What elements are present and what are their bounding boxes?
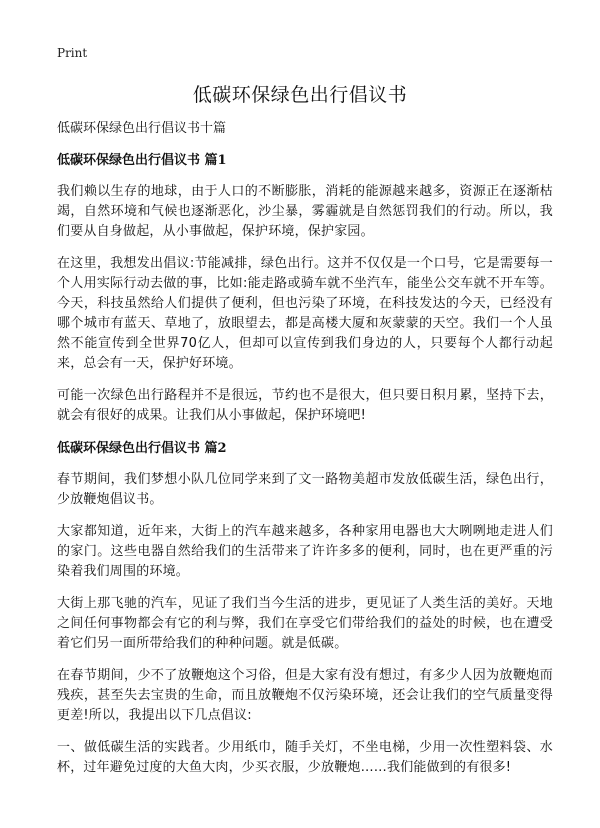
paragraph: 在这里，我想发出倡议:节能减排，绿色出行。这并不仅仅是一个口号，它是需要每一个人用实际行动去做的事，比如:能走路或骑车就不坐汽车，能坐公交车就不开车等。今天，科技虽然给人们提供了便利，但也污染了环境，在科技发达的今天，已经没有哪个城市有蓝天、草地了，放眼望去，都是高楼大厦和灰蒙蒙的天空。我们一个人虽然不能宣传到全世界70亿人，但却可以宣传到我们身边的人，只要每个人都行动起来，总会有一天，保护好环境。 — [57, 256, 553, 371]
section-1 — [57, 152, 553, 426]
section-heading: 低碳环保绿色出行倡议书 篇1 — [57, 153, 227, 168]
section-2 — [57, 440, 553, 778]
section-heading: 低碳环保绿色出行倡议书 篇2 — [57, 441, 227, 456]
document-body — [57, 120, 553, 790]
paragraph: 一、做低碳生活的实践者。少用纸巾，随手关灯，不坐电梯，少用一次性塑料袋、水杯，过年避免过度的大鱼大肉，少买衣服，少放鞭炮……我们能做到的有很多! — [57, 740, 553, 775]
print-link[interactable]: Print — [57, 46, 88, 60]
paragraph: 我们赖以生存的地球，由于人口的不断膨胀，消耗的能源越来越多，资源正在逐渐枯竭，自然环境和气候也逐渐恶化，沙尘暴，雾霾就是自然惩罚我们的行动。所以，我们要从自身做起，从小事做起，保护环境，保护家园。 — [57, 184, 553, 239]
paragraph: 在春节期间，少不了放鞭炮这个习俗，但是大家有没有想过，有多少人因为放鞭炮而残疾，甚至失去宝贵的生命，而且放鞭炮不仅污染环境，还会让我们的空气质量变得更差!所以，我提出以下几点倡议: — [57, 668, 553, 723]
paragraph: 大街上那飞驰的汽车，见证了我们当今生活的进步，更见证了人类生活的美好。天地之间任何事物都会有它的利与弊，我们在享受它们带给我们的益处的时候，也在遭受着它们另一面所带给我们的种种问题。就是低碳。 — [57, 596, 553, 651]
document-title: 低碳环保绿色出行倡议书 — [192, 84, 408, 106]
document-subtitle: 低碳环保绿色出行倡议书十篇 — [57, 121, 227, 136]
paragraph: 大家都知道，近年来，大街上的汽车越来越多，各种家用电器也大大咧咧地走进人们的家门。这些电器自然给我们的生活带来了许许多多的便利，同时，也在更严重的污染着我们周围的环境。 — [57, 524, 553, 579]
paragraph: 春节期间，我们梦想小队几位同学来到了文一路物美超市发放低碳生活，绿色出行，少放鞭炮倡议书。 — [57, 472, 553, 507]
paragraph: 可能一次绿色出行路程并不是很远，节约也不是很大，但只要日积月累，坚持下去，就会有很好的成果。让我们从小事做起，保护环境吧! — [57, 388, 553, 423]
